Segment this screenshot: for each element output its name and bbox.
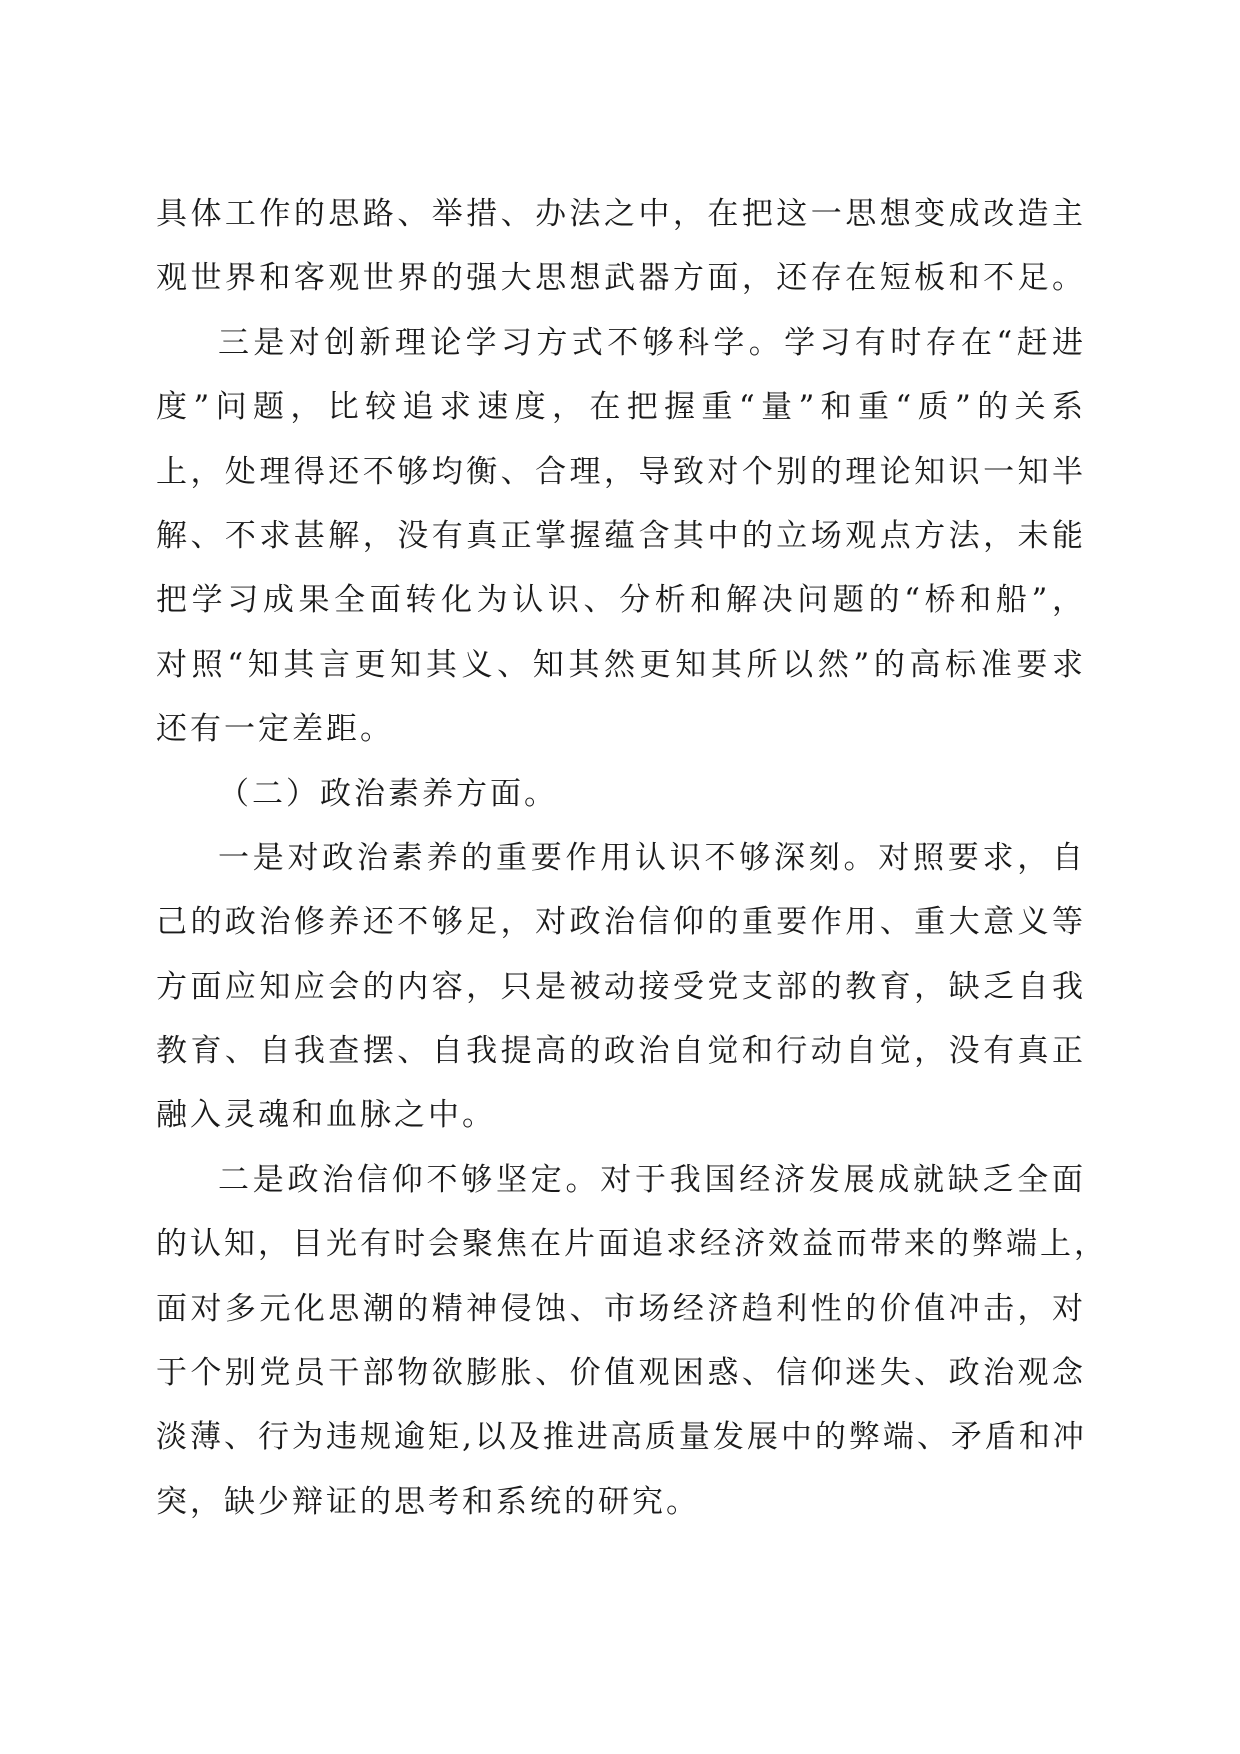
- text-line: 解、不求甚解，没有真正掌握蕴含其中的立场观点方法，未能: [156, 517, 1086, 554]
- text-line: 方面应知应会的内容，只是被动接受党支部的教育，缺乏自我: [156, 968, 1086, 1005]
- text-line: 具体工作的思路、举措、办法之中，在把这一思想变成改造主: [156, 196, 1086, 232]
- document-body: [156, 182, 1108, 1534]
- text-line: 对照“知其言更知其义、知其然更知其所以然”的高标准要求: [156, 646, 1086, 683]
- section-heading: （二）政治素养方面。: [218, 775, 558, 812]
- text-line: 还有一定差距。: [156, 711, 394, 748]
- text-line: 己的政治修养还不够足，对政治信仰的重要作用、重大意义等: [156, 904, 1086, 941]
- text-line: 一是对政治素养的重要作用认识不够深刻。对照要求，自: [218, 839, 1086, 876]
- text-line: 融入灵魂和血脉之中。: [156, 1097, 496, 1134]
- text-line: 淡薄、行为违规逾矩,以及推进高质量发展中的弊端、矛盾和冲: [156, 1419, 1087, 1456]
- text-line: 观世界和客观世界的强大思想武器方面，还存在短板和不足。: [156, 260, 1086, 297]
- text-line: 的认知，目光有时会聚焦在片面追求经济效益而带来的弊端上，: [156, 1226, 1108, 1263]
- text-line: 于个别党员干部物欲膨胀、价值观困惑、信仰迷失、政治观念: [156, 1355, 1086, 1392]
- text-line: 上，处理得还不够均衡、合理，导致对个别的理论知识一知半: [156, 453, 1086, 490]
- text-line: 二是政治信仰不够坚定。对于我国经济发展成就缺乏全面: [218, 1161, 1086, 1198]
- text-line: 教育、自我查摆、自我提高的政治自觉和行动自觉，没有真正: [156, 1033, 1086, 1070]
- text-line: 面对多元化思潮的精神侵蚀、市场经济趋利性的价值冲击，对: [156, 1290, 1086, 1327]
- text-line: 度”问题，比较追求速度，在把握重“量”和重“质”的关系: [156, 389, 1086, 426]
- text-line: 三是对创新理论学习方式不够科学。学习有时存在“赶进: [218, 324, 1086, 361]
- text-line: 把学习成果全面转化为认识、分析和解决问题的“桥和船”，: [156, 582, 1086, 619]
- text-line: 突，缺少辩证的思考和系统的研究。: [156, 1483, 700, 1520]
